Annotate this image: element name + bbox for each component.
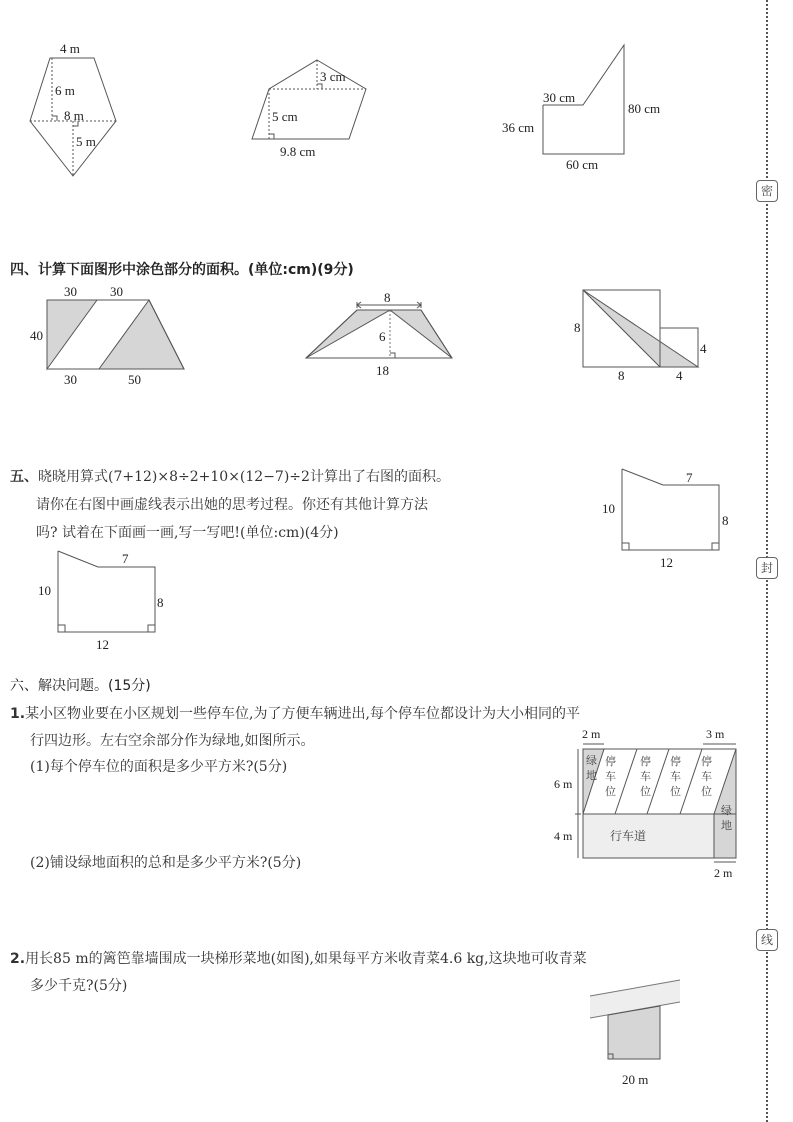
- label-right: 8: [722, 513, 729, 528]
- parking-space-label: 停车位: [640, 755, 651, 798]
- pentagon-copy-figure: [50, 545, 160, 635]
- q2-line-1: [10, 948, 587, 968]
- label-top: 7: [686, 470, 693, 485]
- label-big-side: 8: [574, 320, 581, 335]
- label-height-upper: 3 cm: [320, 69, 346, 84]
- q1-text-1: 某小区物业要在小区规划一些停车位,为了方便车辆进出,每个停车位都设计为大小相同的平: [25, 706, 580, 722]
- label-left: 40: [30, 328, 43, 343]
- label-left: 10: [38, 583, 51, 598]
- label-base: 9.8 cm: [280, 144, 316, 159]
- seal-mark: 封: [756, 557, 778, 579]
- label-height-upper: 6 m: [55, 83, 75, 98]
- label-middle: 8 m: [64, 108, 84, 123]
- label-height: 6: [379, 329, 386, 344]
- q1-sub-question-2: (2)铺设绿地面积的总和是多少平方米?(5分): [30, 855, 302, 871]
- label-height-lower: 5 m: [76, 134, 96, 149]
- q1-number: 1.: [10, 706, 26, 722]
- label-top-right-width: 3 m: [706, 727, 725, 741]
- section5-text-1: 晓晓用算式(7+12)×8÷2+10×(12−7)÷2计算出了右图的面积。: [38, 469, 450, 485]
- label-height-lower: 5 cm: [272, 109, 298, 124]
- label-base: 20 m: [622, 1072, 649, 1087]
- label-bottom-right-width: 2 m: [714, 866, 733, 880]
- parking-space-label: 停车位: [701, 755, 712, 798]
- section4-title: 四、计算下面图形中涂色部分的面积。(单位:cm)(9分): [10, 262, 354, 278]
- label-right: 8: [157, 595, 164, 610]
- parking-space-label: 停车位: [605, 755, 616, 798]
- two-squares-figure: [580, 285, 700, 370]
- green-area-left-label: 绿地: [586, 754, 597, 782]
- label-top-right: 30: [110, 284, 123, 299]
- parking-space-label: 停车位: [670, 755, 681, 798]
- label-small-side: 4: [700, 341, 707, 356]
- q2-text-1: 用长85 m的篱笆靠墙围成一块梯形菜地(如图),如果每平方米收青菜4.6 kg,这块地可收青菜: [25, 951, 587, 967]
- label-top: 30 cm: [543, 90, 576, 105]
- label-top: 4 m: [60, 41, 80, 56]
- label-left: 36 cm: [502, 120, 535, 135]
- q2-line-2: 多少千克?(5分): [30, 978, 128, 994]
- trapezoid-garden-diagram: [590, 980, 685, 1070]
- section5-line-2: 请你在右图中画虚线表示出她的思考过程。你还有其他计算方法: [36, 497, 428, 513]
- label-top: 8: [384, 290, 391, 305]
- section5-number: 五、: [10, 469, 38, 485]
- label-top-left: 30: [64, 284, 77, 299]
- q2-number: 2.: [10, 951, 26, 967]
- label-lower-height: 4 m: [554, 829, 573, 843]
- shaded-trapezoid-figure: [40, 295, 190, 375]
- label-bottom-right: 50: [128, 372, 141, 387]
- q1-sub-question-1: (1)每个停车位的面积是多少平方米?(5分): [30, 759, 288, 775]
- q1-line-1: [10, 703, 580, 723]
- label-right: 80 cm: [628, 101, 661, 116]
- label-base: 18: [376, 363, 389, 378]
- label-small-base: 4: [676, 368, 683, 383]
- label-left: 10: [602, 501, 615, 516]
- label-bottom: 12: [660, 555, 673, 570]
- q1-line-2: 行四边形。左右空余部分作为绿地,如图所示。: [30, 733, 315, 749]
- green-area-right-label: 绿地: [721, 804, 732, 832]
- label-top-left-width: 2 m: [582, 727, 601, 741]
- section6-title: 六、解决问题。(15分): [10, 678, 151, 694]
- seal-mark: 线: [756, 929, 778, 951]
- label-big-base: 8: [618, 368, 625, 383]
- label-bottom: 12: [96, 637, 109, 652]
- pentagon-area-figure: [615, 465, 725, 555]
- driveway-label: 行车道: [610, 829, 647, 843]
- label-upper-height: 6 m: [554, 777, 573, 791]
- label-bottom-left: 30: [64, 372, 77, 387]
- label-top: 7: [122, 551, 129, 566]
- seal-mark: 密: [756, 180, 778, 202]
- label-bottom: 60 cm: [566, 157, 599, 172]
- section5-line-3: 吗? 试着在下面画一画,写一写吧!(单位:cm)(4分): [36, 525, 339, 541]
- section5-line-1: [10, 466, 450, 486]
